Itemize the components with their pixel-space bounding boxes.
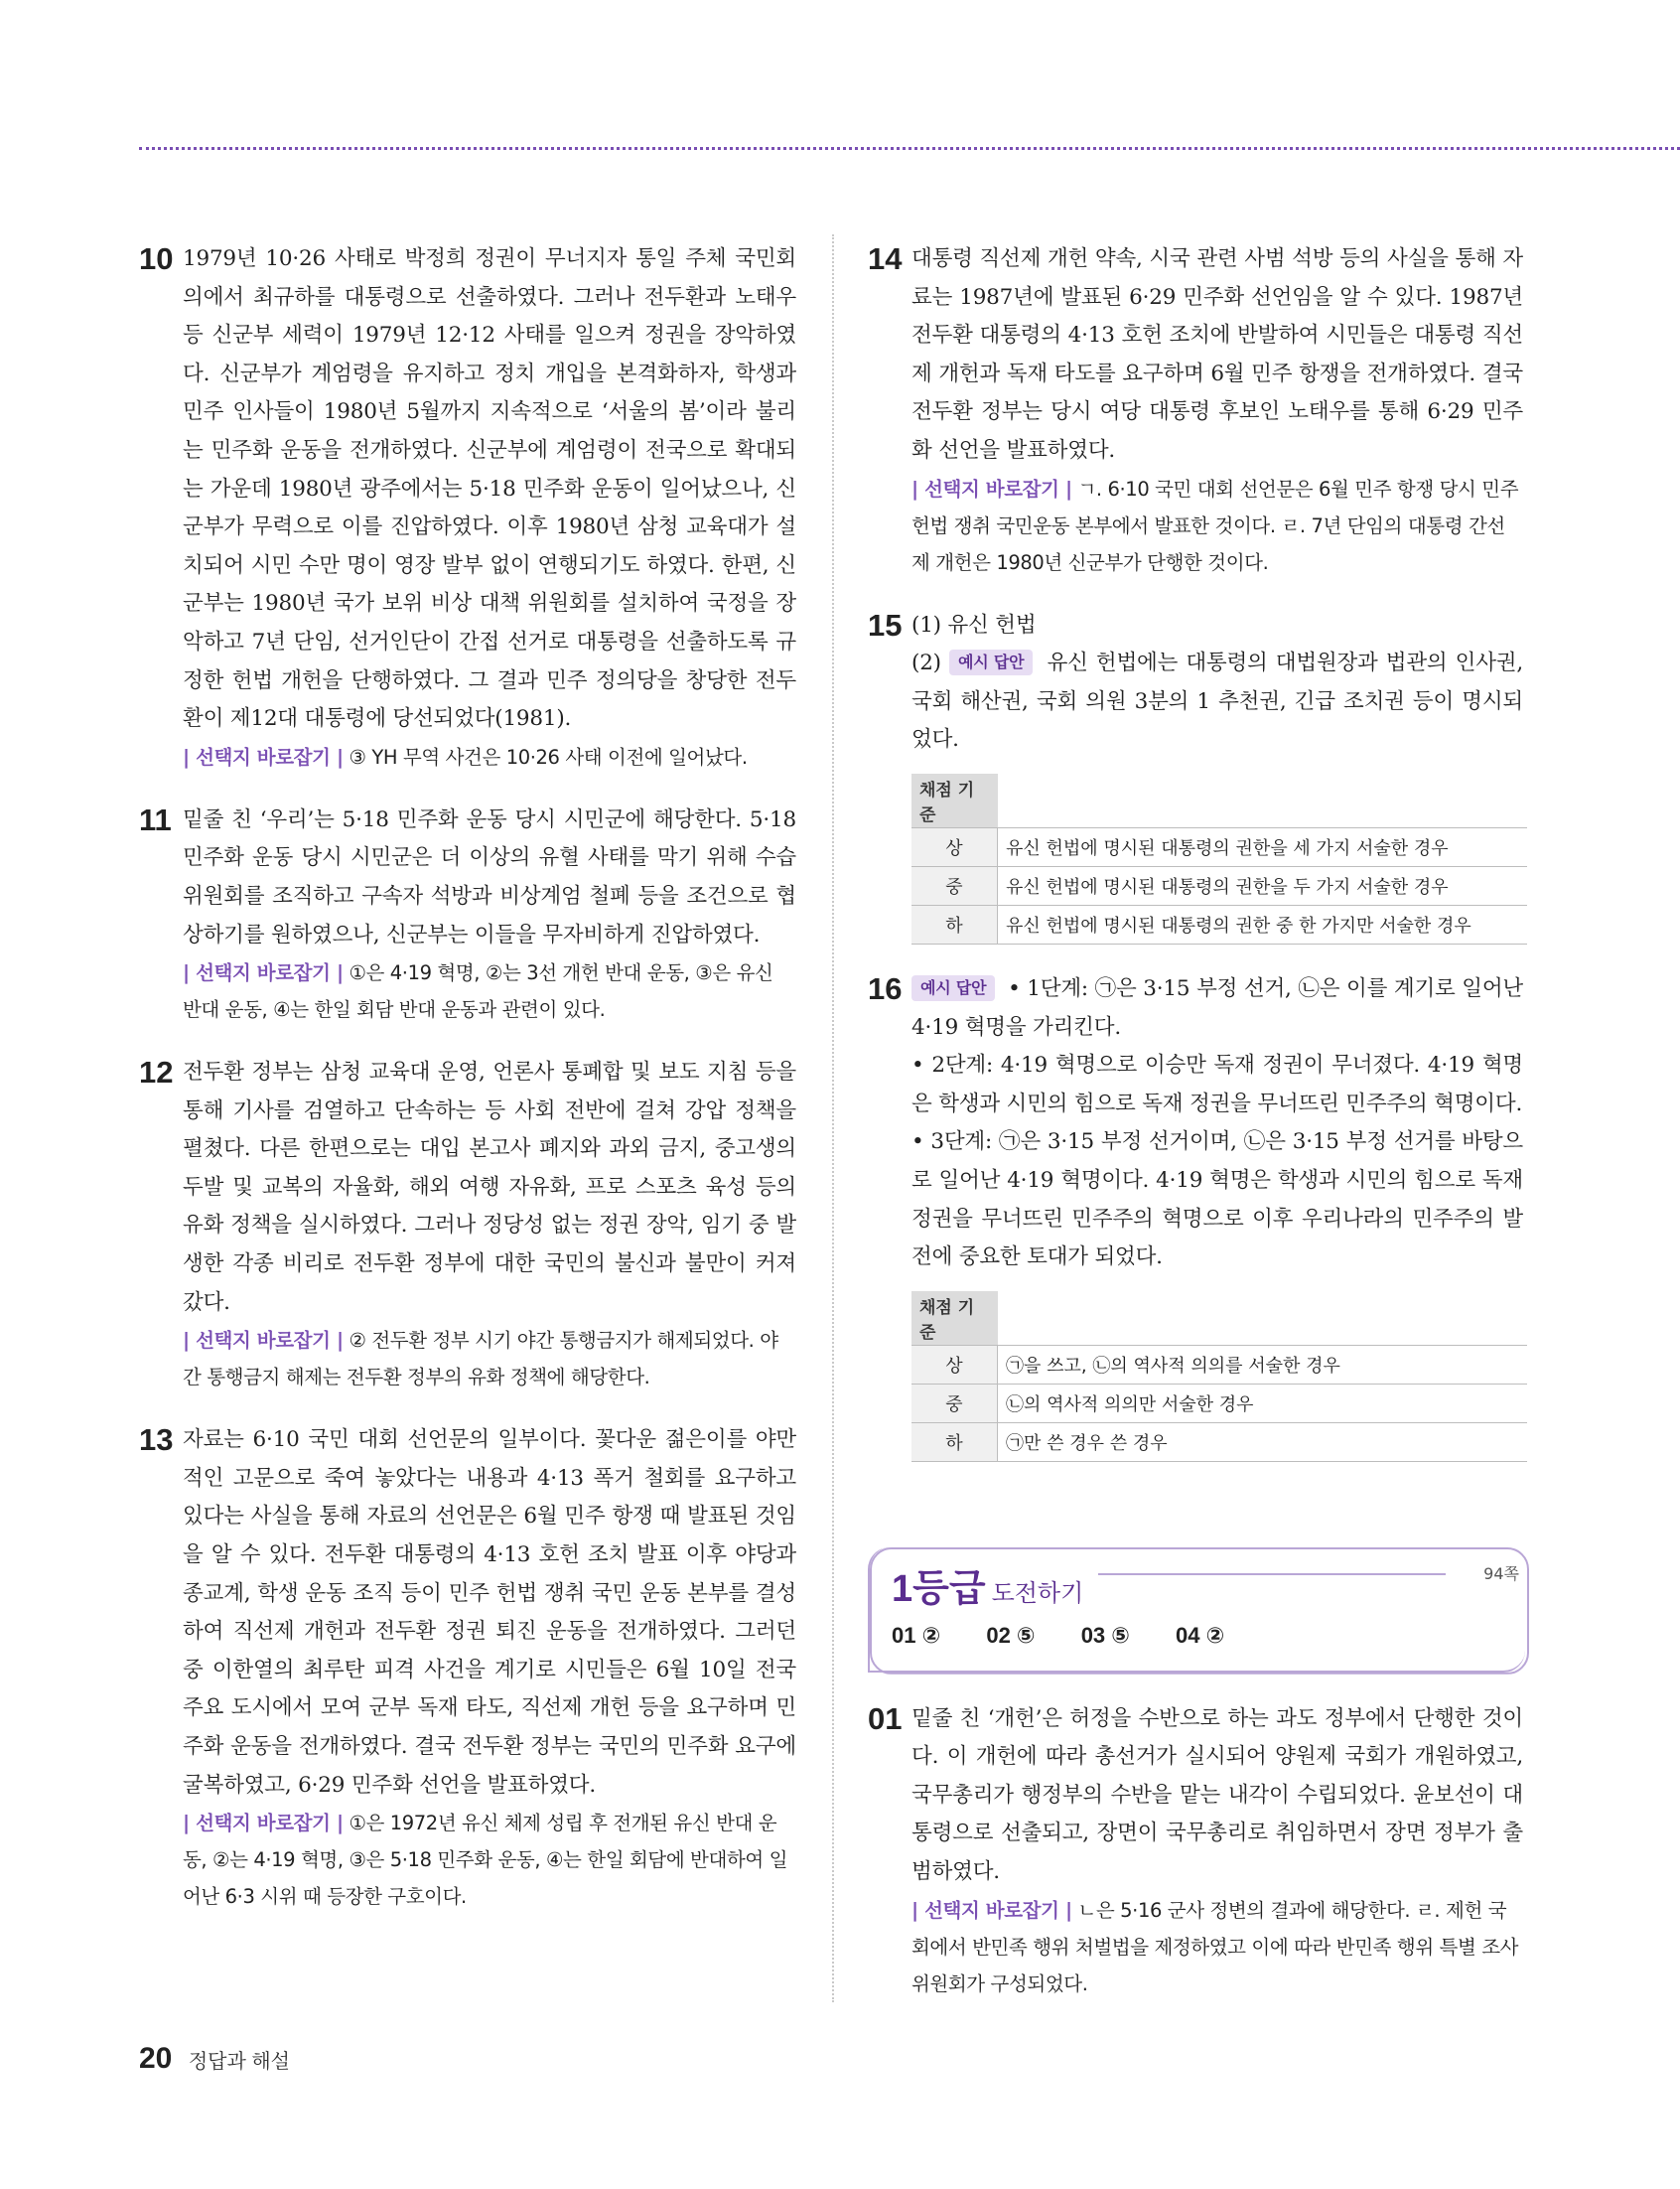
grading-criteria-header-spacer	[998, 1291, 1528, 1346]
question-16	[868, 970, 1523, 1462]
explanation-text: 밑줄 친 ‘우리’는 5·18 민주화 운동 당시 시민군에 해당한다. 5·18 민주화 운동 당시 시민군은 더 이상의 유혈 사태를 막기 위해 수습 위원회를 조직하고 구속자 석방과 비상계엄 철폐 등을 조건으로 협상하기를 원하였으나, 신군부는 이들을 무자비하게 진압하였다.	[183, 806, 796, 948]
choice-correction-text: ② 전두환 정부 시기 야간 통행금지가 해제되었다. 야간 통행금지 해제는 전두환 정부의 유화 정책에 해당한다.	[183, 1329, 778, 1389]
table-row	[911, 905, 1527, 944]
choice-correction-label: | 선택지 바로잡기 |	[183, 961, 344, 985]
answer-item: 03 ⑤	[1080, 1622, 1130, 1648]
left-column	[139, 240, 796, 1941]
footer-label: 정답과 해설	[188, 2051, 290, 2073]
sample-answer-text: 유신 헌법에는 대통령의 대법원장과 법관의 인사권, 국회 해산권, 국회 의원 3분의 1 추천권, 긴급 조치권 등이 명시되었다.	[911, 651, 1523, 753]
criteria-level: 상	[911, 827, 998, 866]
answer-key	[892, 1623, 1264, 1649]
choice-correction-text: ①은 4·19 혁명, ②는 3선 개헌 반대 운동, ③은 유신 반대 운동, ④는 한일 회담 반대 운동과 관련이 있다.	[183, 961, 773, 1022]
grading-criteria-header-spacer	[998, 774, 1528, 828]
step-3: • 3단계: ㉠은 3·15 부정 선거이며, ㉡은 3·15 부정 선거를 바탕으로 일어난 4·19 혁명이다. 4·19 혁명은 학생과 시민의 힘으로 독재 정권을 무너뜨린 민주주의 혁명으로 이후 우리나라의 민주주의 발전에 중요한 토대가 되었다.	[911, 1129, 1523, 1270]
grading-criteria-title: 채점 기준	[911, 1291, 998, 1346]
page-reference: 94쪽	[1483, 1563, 1519, 1583]
grading-criteria-table	[911, 774, 1527, 945]
choice-correction-label: | 선택지 바로잡기 |	[911, 477, 1072, 501]
question-number: 11	[139, 802, 172, 837]
choice-correction-text: ㄱ. 6·10 국민 대회 선언문은 6월 민주 항쟁 당시 민주 헌법 쟁취 국민운동 본부에서 발표한 것이다. ㄹ. 7년 단임의 대통령 간선제 개헌은 1980년 신군부가 단행한 것이다.	[911, 477, 1519, 574]
question-number: 12	[139, 1055, 174, 1091]
question-13	[139, 1421, 796, 1915]
answer-item: 01 ②	[892, 1622, 941, 1648]
grading-criteria-title: 채점 기준	[911, 774, 998, 828]
explanation-text: 대통령 직선제 개헌 약속, 시국 관련 사범 석방 등의 사실을 통해 자료는 1987년에 발표된 6·29 민주화 선언임을 알 수 있다. 1987년 전두환 대통령의 4·13 호헌 조치에 반발하여 시민들은 대통령 직선제 개헌과 독재 타도를 요구하며 6월 민주 항쟁을 전개하였다. 결국 전두환 정부는 당시 여당 대통령 후보인 노태우를 통해 6·29 민주화 선언을 발표하였다.	[911, 246, 1523, 463]
answer-item: 04 ②	[1176, 1622, 1225, 1648]
choice-correction	[183, 1322, 796, 1395]
step-1	[911, 970, 1523, 1047]
answer-part-1: (1) 유신 헌법	[911, 612, 1037, 638]
question-number: 14	[868, 241, 903, 276]
grade-challenge-box	[868, 1547, 1525, 1673]
criteria-level: 상	[911, 1345, 998, 1384]
table-row	[911, 1422, 1527, 1461]
top-dotted-rule	[139, 147, 1680, 150]
question-number: 10	[139, 241, 174, 276]
choice-correction-label: | 선택지 바로잡기 |	[183, 1329, 344, 1353]
grade-title-rule	[1098, 1573, 1446, 1575]
grade-title-main: 1등급	[892, 1567, 986, 1610]
choice-correction-label: | 선택지 바로잡기 |	[183, 745, 344, 769]
choice-correction	[911, 471, 1523, 581]
spacer	[868, 1488, 1523, 1547]
part-prefix: (2)	[911, 651, 941, 676]
criteria-text: ㉠만 쓴 경우 쓴 경우	[998, 1422, 1528, 1461]
grade-title	[892, 1557, 1083, 1612]
question-number: 13	[139, 1422, 174, 1458]
criteria-level: 중	[911, 866, 998, 905]
question-10	[139, 240, 796, 776]
choice-correction	[183, 954, 796, 1028]
answer-part-2	[911, 645, 1523, 760]
sample-answer-badge: 예시 답안	[949, 650, 1033, 675]
criteria-text: ㉡의 역사적 의의만 서술한 경우	[998, 1384, 1528, 1422]
explanation-text: 전두환 정부는 삼청 교육대 운영, 언론사 통폐합 및 보도 지침 등을 통해 기사를 검열하고 단속하는 등 사회 전반에 걸쳐 강압 정책을 펼쳤다. 다른 한편으로는 대입 본고사 폐지와 과외 금지, 중고생의 두발 및 교복의 자율화, 해외 여행 자유화, 프로 스포츠 육성 등의 유화 정책을 실시하였다. 그러나 정당성 없는 정권 장악, 임기 중 발생한 각종 비리로 전두환 정부에 대한 국민의 불신과 불만이 커져 갔다.	[183, 1060, 796, 1315]
question-11	[139, 802, 796, 1028]
step-1-text: • 1단계: ㉠은 3·15 부정 선거, ㉡은 이를 계기로 일어난 4·19 혁명을 가리킨다.	[911, 975, 1523, 1040]
column-divider	[832, 234, 834, 2002]
table-row	[911, 1345, 1527, 1384]
choice-correction	[183, 739, 796, 776]
criteria-text: 유신 헌법에 명시된 대통령의 권한 중 한 가지만 서술한 경우	[998, 905, 1528, 944]
table-row	[911, 866, 1527, 905]
explanation-text: 자료는 6·10 국민 대회 선언문의 일부이다. 꽃다운 젊은이를 야만적인 고문으로 죽여 놓았다는 내용과 4·13 폭거 철회를 요구하고 있다는 사실을 통해 자료의 선언문은 6월 민주 항쟁 때 발표된 것임을 알 수 있다. 전두환 대통령의 4·13 호헌 조치 발표 이후 야당과 종교계, 학생 운동 조직 등이 민주 헌법 쟁취 국민 운동 본부를 결성하여 직선제 개헌과 전두환 정권 퇴진 운동을 전개하였다. 그러던 중 이한열의 최루탄 피격 사건을 계기로 시민들은 6월 10일 전국 주요 도시에서 모여 군부 독재 타도, 직선제 개헌 등을 요구하며 민주화 운동을 전개하였다. 결국 전두환 정부는 국민의 민주화 요구에 굴복하였고, 6·29 민주화 선언을 발표하였다.	[183, 1427, 796, 1798]
criteria-level: 하	[911, 1422, 998, 1461]
choice-correction-text: ①은 1972년 유신 체제 성립 후 전개된 유신 반대 운동, ②는 4·19 혁명, ③은 5·18 민주화 운동, ④는 한일 회담에 반대하여 일어난 6·3 시위 때 등장한 구호이다.	[183, 1812, 788, 1909]
choice-correction-label: | 선택지 바로잡기 |	[183, 1812, 344, 1835]
criteria-level: 중	[911, 1384, 998, 1422]
criteria-level: 하	[911, 905, 998, 944]
right-column	[868, 240, 1523, 2028]
question-number: 15	[868, 607, 903, 643]
grade-title-sub: 도전하기	[991, 1579, 1084, 1607]
criteria-text: ㉠을 쓰고, ㉡의 역사적 의의를 서술한 경우	[998, 1345, 1528, 1384]
page-footer	[139, 2042, 290, 2076]
choice-correction-text: ③ YH 무역 사건은 10·26 사태 이전에 일어났다.	[343, 745, 748, 769]
question-number: 01	[868, 1700, 903, 1736]
question-15	[868, 607, 1523, 945]
explanation-text: 밑줄 친 ‘개헌’은 허정을 수반으로 하는 과도 정부에서 단행한 것이다. 이 개헌에 따라 총선거가 실시되어 양원제 국회가 개원하였고, 국무총리가 행정부의 수반을 맡는 내각이 수립되었다. 윤보선이 대통령으로 선출되고, 장면이 국무총리로 취임하면서 장면 정부가 출범하였다.	[911, 1705, 1523, 1885]
step-2: • 2단계: 4·19 혁명으로 이승만 독재 정권이 무너졌다. 4·19 혁명은 학생과 시민의 힘으로 독재 정권을 무너뜨린 민주주의 혁명이다.	[911, 1053, 1523, 1116]
question-12	[139, 1054, 796, 1395]
sample-answer-badge: 예시 답안	[911, 975, 995, 1001]
explanation-text: 1979년 10·26 사태로 박정희 정권이 무너지자 통일 주체 국민회의에서 최규하를 대통령으로 선출하였다. 그러나 전두환과 노태우 등 신군부 세력이 1979년 12·12 사태를 일으켜 정권을 장악하였다. 신군부가 계엄령을 유지하고 정치 개입을 본격화하자, 학생과 민주 인사들이 1980년 5월까지 지속적으로 ‘서울의 봄’이라 불리는 민주화 운동을 전개하였다. 신군부에 계엄령이 전국으로 확대되는 가운데 1980년 광주에서는 5·18 민주화 운동이 일어났으나, 신군부가 무력으로 이를 진압하였다. 이후 1980년 삼청 교육대가 설치되어 시민 수만 명이 영장 발부 없이 연행되기도 하였다. 한편, 신군부는 1980년 국가 보위 비상 대책 위원회를 설치하여 국정을 장악하고 7년 단임, 선거인단이 간접 선거로 대통령을 선출하도록 규정한 헌법 개헌을 단행하였다. 그 결과 민주 정의당을 창당한 전두환이 제12대 대통령에 당선되었다(1981).	[183, 246, 796, 732]
choice-correction	[911, 1892, 1523, 2002]
criteria-text: 유신 헌법에 명시된 대통령의 권한을 두 가지 서술한 경우	[998, 866, 1528, 905]
grading-criteria-table	[911, 1291, 1527, 1462]
choice-correction-label: | 선택지 바로잡기 |	[911, 1898, 1072, 1922]
page-number: 20	[139, 2042, 173, 2075]
answer-item: 02 ⑤	[986, 1622, 1036, 1648]
question-number: 16	[868, 970, 903, 1006]
question-14	[868, 240, 1523, 581]
choice-correction-text: ㄴ은 5·16 군사 정변의 결과에 해당한다. ㄹ. 제헌 국회에서 반민족 행위 처벌법을 제정하였고 이에 따라 반민족 행위 특별 조사 위원회가 구성되었다.	[911, 1898, 1519, 1995]
criteria-text: 유신 헌법에 명시된 대통령의 권한을 세 가지 서술한 경우	[998, 827, 1528, 866]
challenge-question-01	[868, 1700, 1523, 2002]
table-row	[911, 1384, 1527, 1422]
table-row	[911, 827, 1527, 866]
choice-correction	[183, 1805, 796, 1915]
